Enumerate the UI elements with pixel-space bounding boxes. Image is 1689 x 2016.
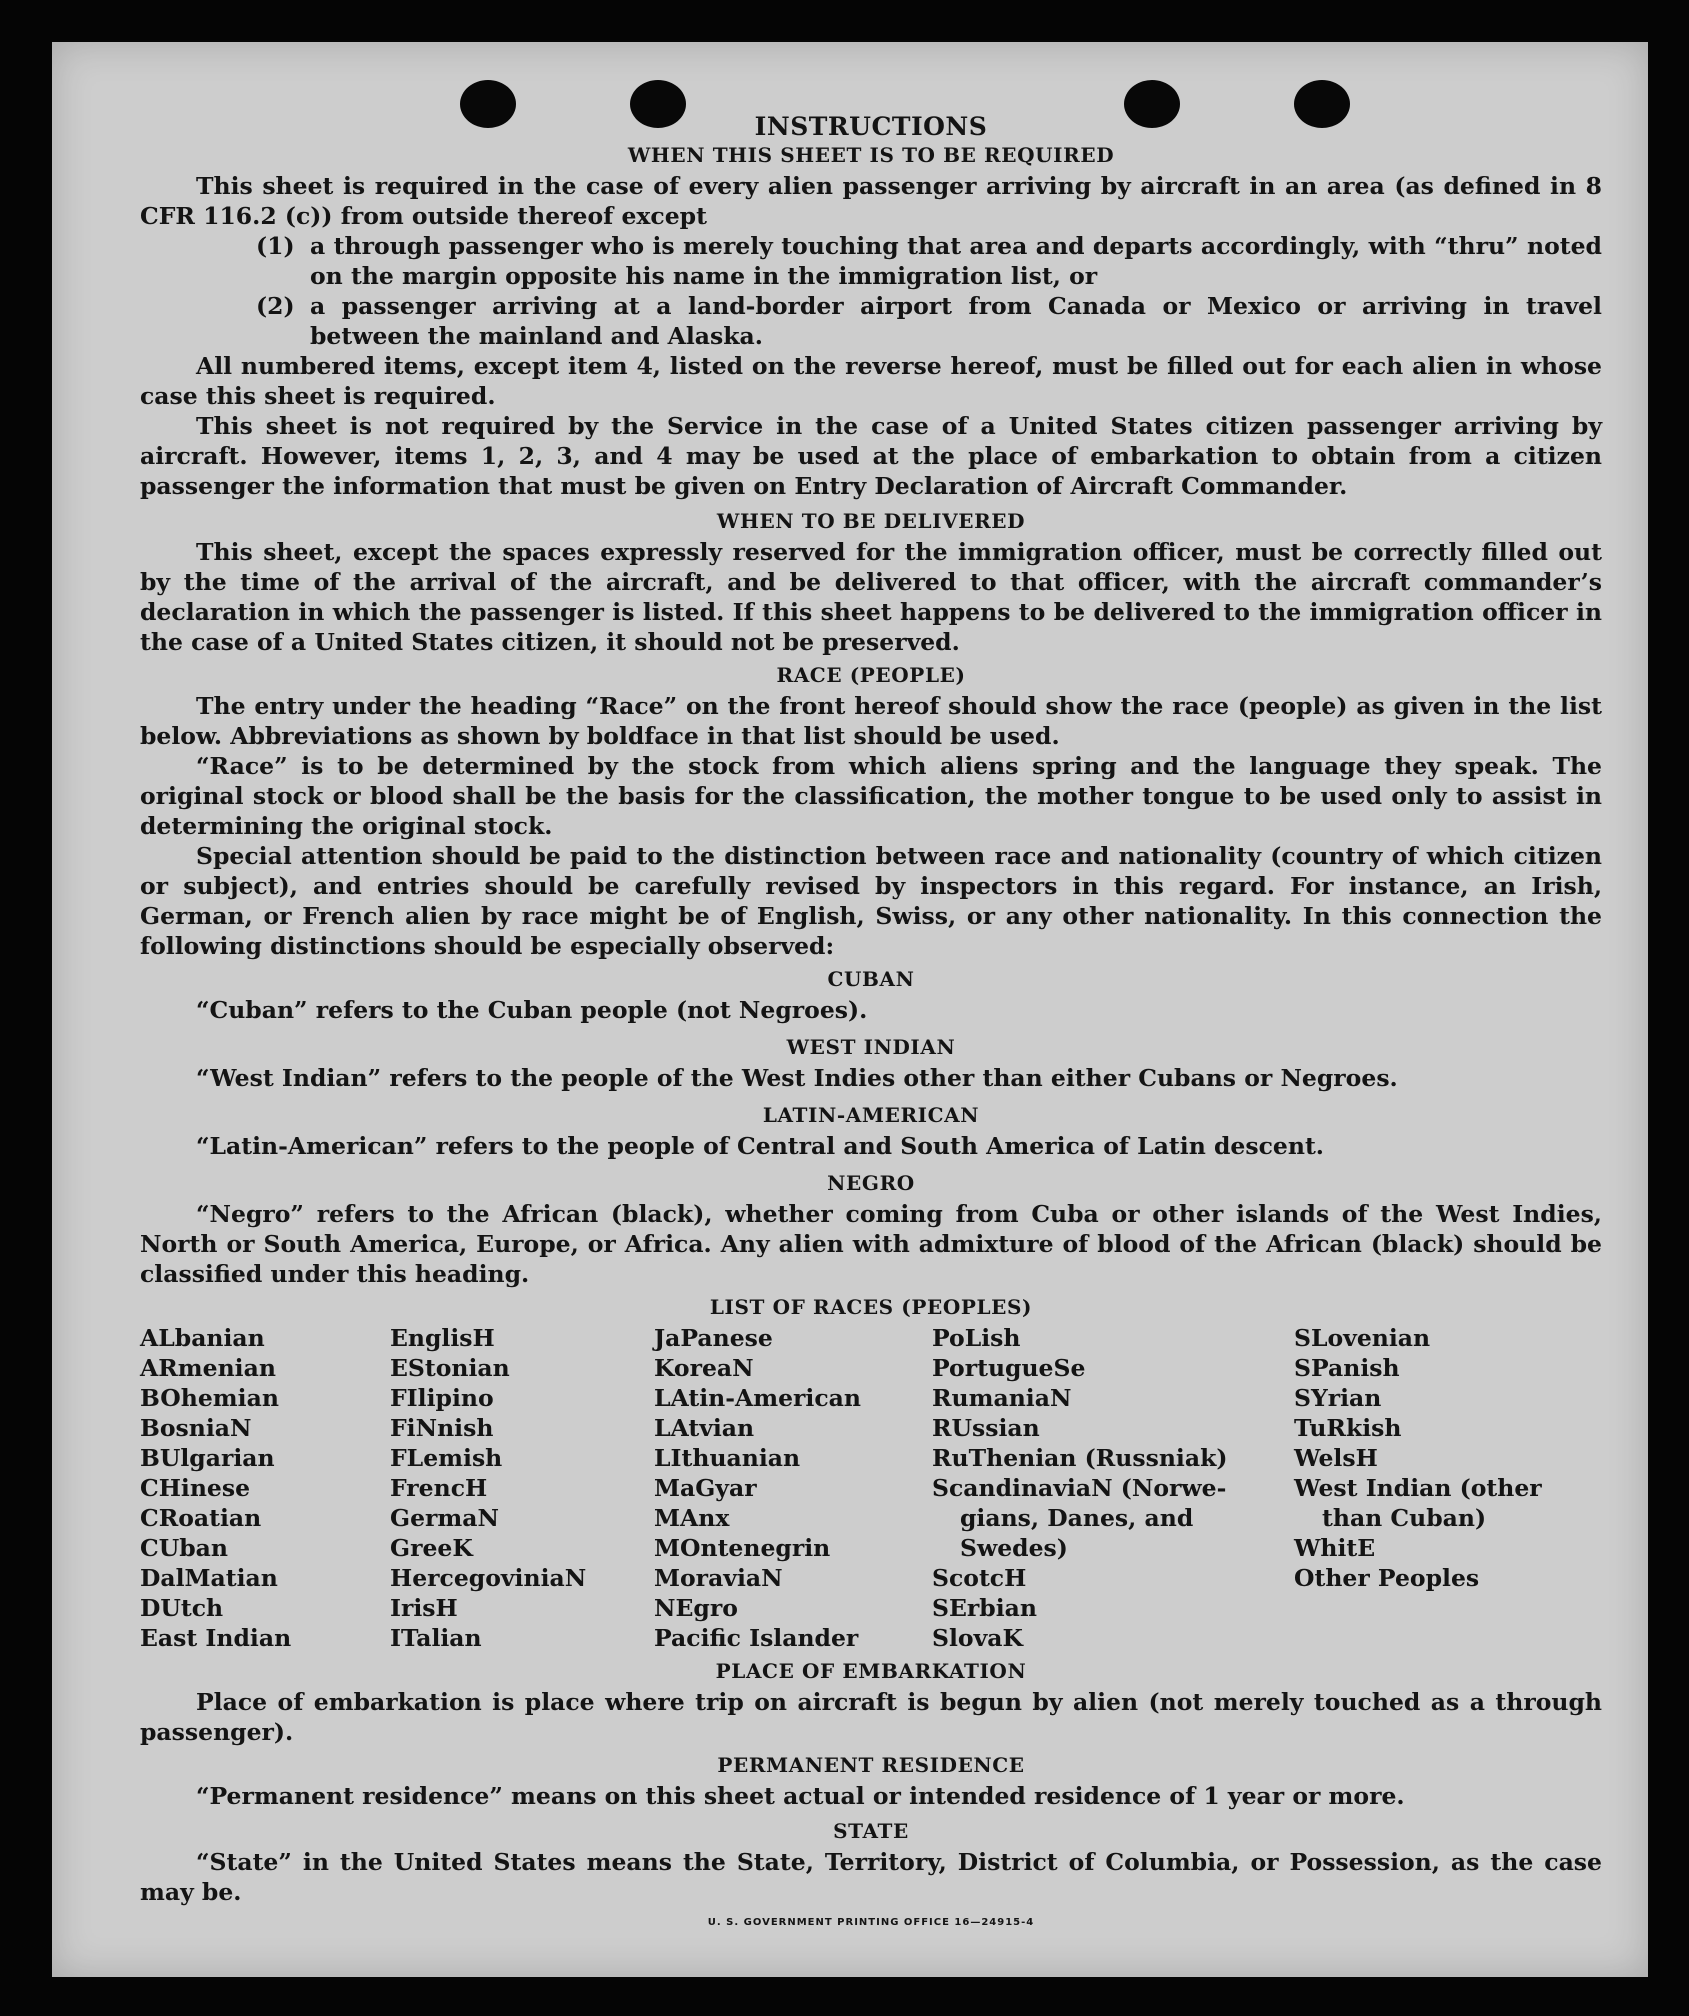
race-entry: JaPanese <box>654 1324 773 1352</box>
race-entry: BosniaN <box>140 1414 252 1442</box>
race-entry: SPanish <box>1294 1354 1400 1382</box>
race-entry: LIthuanian <box>654 1444 801 1472</box>
race-entry: gians, Danes, and <box>960 1504 1194 1532</box>
race-entry: RUssian <box>932 1414 1040 1442</box>
race-column <box>932 1323 1294 1653</box>
paragraph: “Negro” refers to the African (black), whether coming from Cuba or other islands of the West Indies, North or South America, Europe, or Africa. Any alien with admixture of blood of the African (black) should be classified under this heading. <box>140 1200 1602 1288</box>
race-entry: ARmenian <box>140 1354 276 1382</box>
paragraph: “West Indian” refers to the people of the West Indies other than either Cubans or Negroes. <box>196 1064 1398 1092</box>
race-entry: HercegoviniaN <box>390 1564 587 1592</box>
race-entry: PortugueSe <box>932 1354 1086 1382</box>
race-entry: EnglisH <box>390 1324 495 1352</box>
section-heading-west-indian: WEST INDIAN <box>786 1035 956 1059</box>
race-entry: FLemish <box>390 1444 503 1472</box>
printing-office-footer: U. S. GOVERNMENT PRINTING OFFICE 16—24915-4 <box>707 1917 1035 1928</box>
race-entry: LAtin-American <box>654 1384 861 1412</box>
race-entry: RumaniaN <box>932 1384 1072 1412</box>
paragraph: Special attention should be paid to the distinction between race and nationality (country of which citizen or subject), and entries should be carefully revised by inspectors in this regard. For instance, an Irish, German, or French alien by race might be of English, Swiss, or any other nationality. In this connection the following distinctions should be especially observed: <box>140 842 1602 960</box>
item-number: (1) <box>256 232 295 260</box>
race-entry: WhitE <box>1294 1534 1376 1562</box>
section-heading-negro: NEGRO <box>827 1171 915 1195</box>
race-entry: Swedes) <box>960 1534 1068 1562</box>
paragraph: “Cuban” refers to the Cuban people (not Negroes). <box>196 996 868 1024</box>
race-entry: FIlipino <box>390 1384 494 1412</box>
section-heading-permanent-residence: PERMANENT RESIDENCE <box>717 1753 1025 1777</box>
instructions-content <box>140 112 1602 1928</box>
paragraph: “Permanent residence” means on this sheet actual or intended residence of 1 year or more. <box>196 1782 1405 1810</box>
paragraph: The entry under the heading “Race” on the front hereof should show the race (people) as given in the list below. Abbreviations as shown by boldface in that list should be used. <box>140 692 1602 750</box>
race-entry: FrencH <box>390 1474 488 1502</box>
section-heading-latin-american: LATIN-AMERICAN <box>762 1103 980 1127</box>
race-entry: GreeK <box>390 1534 473 1562</box>
race-entry: Pacific Islander <box>654 1624 859 1652</box>
section-heading-embarkation: PLACE OF EMBARKATION <box>715 1659 1027 1683</box>
race-entry: CUban <box>140 1534 228 1562</box>
paragraph: “State” in the United States means the State, Territory, District of Columbia, or Possession, as the case may be. <box>140 1848 1602 1906</box>
race-entry: MAnx <box>654 1504 730 1532</box>
race-entry: EStonian <box>390 1354 510 1382</box>
paragraph: Place of embarkation is place where trip on aircraft is begun by alien (not merely touched as a through passenger). <box>140 1688 1602 1746</box>
page-title: INSTRUCTIONS <box>754 112 988 141</box>
race-entry: than Cuban) <box>1322 1504 1487 1532</box>
race-entry: DUtch <box>140 1594 224 1622</box>
item-text: a through passenger who is merely touching that area and departs accordingly, with “thru” noted on the margin opposite his name in the immigration list, or <box>310 232 1602 290</box>
item-text: a passenger arriving at a land-border airport from Canada or Mexico or arriving in travel between the mainland and Alaska. <box>310 292 1602 350</box>
race-entry: ITalian <box>390 1624 482 1652</box>
race-entry: MaGyar <box>654 1474 757 1502</box>
section-heading-required: WHEN THIS SHEET IS TO BE REQUIRED <box>627 143 1115 167</box>
paragraph: This sheet, except the spaces expressly reserved for the immigration officer, must be correctly filled out by the time of the arrival of the aircraft, and be delivered to that officer, with the aircraft commander’s declaration in which the passenger is listed. If this sheet happens to be delivered to the immigration officer in the case of a United States citizen, it should not be preserved. <box>140 538 1602 656</box>
race-entry: TuRkish <box>1294 1414 1402 1442</box>
race-entry: West Indian (other <box>1294 1474 1542 1502</box>
race-entry: IrisH <box>390 1594 458 1622</box>
race-entry: Other Peoples <box>1294 1564 1480 1592</box>
race-entry: MOntenegrin <box>654 1534 831 1562</box>
race-entry: KoreaN <box>654 1354 754 1382</box>
numbered-item <box>256 291 1602 351</box>
race-entry: SlovaK <box>932 1624 1023 1652</box>
paragraph: This sheet is required in the case of every alien passenger arriving by aircraft in an area (as defined in 8 CFR 116.2 (c)) from outside thereof except <box>140 172 1602 230</box>
race-entry: BUlgarian <box>140 1444 275 1472</box>
race-entry: FiNnish <box>390 1414 494 1442</box>
race-entry: CRoatian <box>140 1504 262 1532</box>
section-heading-list-of-races: LIST OF RACES (PEOPLES) <box>709 1295 1033 1319</box>
race-entry: SLovenian <box>1294 1324 1431 1352</box>
section-heading-delivered: WHEN TO BE DELIVERED <box>716 509 1026 533</box>
race-entry: ALbanian <box>140 1324 265 1352</box>
race-column <box>654 1323 932 1653</box>
race-column <box>390 1323 654 1653</box>
race-entry: ScotcH <box>932 1564 1027 1592</box>
paragraph: “Latin-American” refers to the people of Central and South America of Latin descent. <box>196 1132 1324 1160</box>
race-entry: NEgro <box>654 1594 738 1622</box>
race-entry: GermaN <box>390 1504 499 1532</box>
section-heading-race: RACE (PEOPLE) <box>776 663 966 687</box>
race-entry: LAtvian <box>654 1414 755 1442</box>
race-entry: WelsH <box>1294 1444 1378 1472</box>
race-entry: RuThenian (Russniak) <box>932 1444 1228 1472</box>
paragraph: This sheet is not required by the Service in the case of a United States citizen passenger arriving by aircraft. However, items 1, 2, 3, and 4 may be used at the place of embarkation to obtain from a citizen passenger the information that must be given on Entry Declaration of Aircraft Commander. <box>140 412 1602 500</box>
item-number: (2) <box>256 292 295 320</box>
paragraph: All numbered items, except item 4, listed on the reverse hereof, must be filled out for each alien in whose case this sheet is required. <box>140 352 1602 410</box>
race-list <box>140 1323 1602 1653</box>
race-entry: SErbian <box>932 1594 1037 1622</box>
section-heading-state: STATE <box>833 1819 909 1843</box>
race-column <box>140 1323 390 1653</box>
race-entry: SYrian <box>1294 1384 1382 1412</box>
section-heading-cuban: CUBAN <box>827 967 915 991</box>
race-entry: PoLish <box>932 1324 1021 1352</box>
race-entry: East Indian <box>140 1624 292 1652</box>
race-entry: ScandinaviaN (Norwe- <box>932 1474 1227 1502</box>
race-entry: MoraviaN <box>654 1564 783 1592</box>
race-entry: DalMatian <box>140 1564 278 1592</box>
race-column <box>1294 1323 1594 1653</box>
paragraph: “Race” is to be determined by the stock from which aliens spring and the language they speak. The original stock or blood shall be the basis for the classification, the mother tongue to be used only to assist in determining the original stock. <box>140 752 1602 840</box>
document-sheet <box>52 42 1648 1977</box>
race-entry: BOhemian <box>140 1384 279 1412</box>
race-entry: CHinese <box>140 1474 251 1502</box>
numbered-item <box>256 231 1602 291</box>
